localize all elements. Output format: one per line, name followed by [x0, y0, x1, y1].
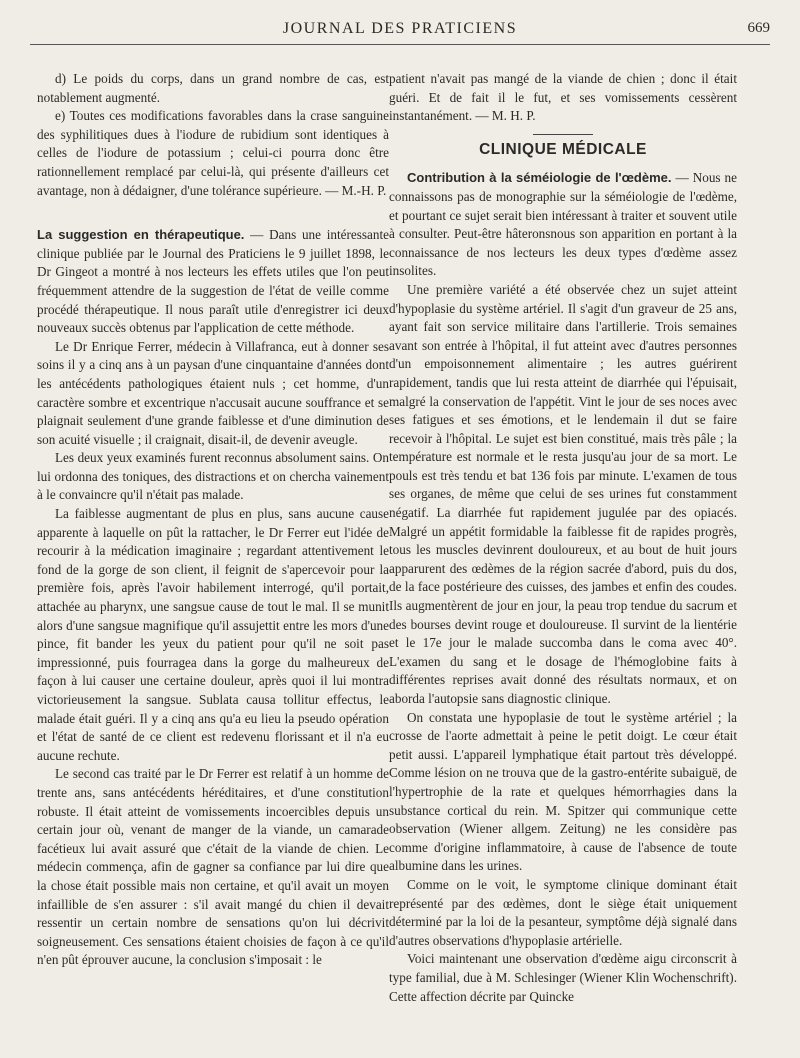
- paragraph: Les deux yeux examinés furent reconnus absolument sains. On lui ordonna des toniques, des distractions et on chercha vainement à le convaincre qu'il n'était pas malade.: [37, 450, 389, 503]
- journal-title: JOURNAL DES PRATICIENS: [282, 20, 518, 37]
- article-suggestion-text: — Dans une intéressante clinique publiée par le Journal des Praticiens le 9 juillet 1898, le Dr Gingeot a montré à nos lecteurs les effets utiles que l'on peut fréquemment attendre de la suggestion de l'état de veille comme procédé thérapeutique. Il nous paraît utile d'enregistrer ici deux nouveaux succès obtenus par l'application de cette méthode.: [37, 227, 389, 336]
- page-header: [30, 18, 770, 45]
- paragraph-continuation: patient n'avait pas mangé de la viande de chien ; donc il était guéri. Et de fait il le fut, et ses vomissements cessèrent instantanément. — M. H. P.: [389, 71, 737, 124]
- page-number: 669: [747, 20, 770, 36]
- paragraph: Voici maintenant une observation d'œdème aigu circonscrit à type familial, due à M. Schlesinger (Wiener Klin Wochenschrift). Cette affection décrite par Quincke: [389, 951, 737, 1004]
- paragraph: La faiblesse augmentant de plus en plus, sans aucune cause apparente à laquelle on pût la rattacher, le Dr Ferrer eut l'idée de recourir à la médication imaginaire ; regardant attentivement le fond de la gorge de son client, il feignit de s'apercevoir pour la première fois, après l'avoir habilement interrogé, qu'il portait, attachée au pharynx, une sangsue cause de tout le mal. Il se munit alors d'une sangsue magnifique qu'il assujettit entre les mors d'une pince, fit bander les yeux du patient pour qu'il ne soit pas impressionné, puis fourragea dans la gorge du malheureux de façon à lui causer une certaine douleur, après quoi il lui montra victorieusement la sangsue. Sublata causa tollitur effectus, le malade était guéri. Il y a cinq ans qu'a eu lieu la pseudo opération et l'état de santé de ce client est redevenu florissant et il n'a eu aucune rechute.: [37, 506, 389, 763]
- left-column: [37, 70, 389, 970]
- article-oedeme-text: — Nous ne connaissons pas de monographie sur la séméiologie de l'œdème, et pourtant ce sujet serait bien intéressant à traiter et souvent utile à consulter. Peut-être hâteronsnous son apparition en portant à la connaissance de nos lecteurs les deux types d'œdème assez insolites.: [389, 170, 737, 279]
- article-title-oedeme: Contribution à la séméiologie de l'œdème.: [407, 170, 672, 186]
- paragraph: Comme on le voit, le symptome clinique dominant était représenté par des œdèmes, dont le siège était uniquement déterminé par la loi de la pesanteur, symptôme déjà signalé dans d'autres observations d'hypoplasie artérielle.: [389, 876, 737, 948]
- paragraph-item-d: d) Le poids du corps, dans un grand nombre de cas, est notablement augmenté.: [37, 71, 389, 105]
- right-column: [389, 70, 737, 1006]
- section-title: CLINIQUE MÉDICALE: [479, 140, 647, 158]
- paragraph-item-e: e) Toutes ces modifications favorables dans la crase sanguine des syphilitiques dues à l'iodure de rubidium sont identiques à celles de l'iodure de potassium ; celui-ci pourra donc être rationnellement remplacé par celui-là, qui présente d'ailleurs cet avantage, non à dédaigner, d'une tolérance supérieure. — M.-H. P.: [37, 108, 389, 198]
- paragraph: Le second cas traité par le Dr Ferrer est relatif à un homme de trente ans, sans antécédents héréditaires, et d'une constitution robuste. Il était atteint de vomissements incoercibles depuis un certain jour où, venant de manger de la viande, un camarade facétieux lui avait assuré que c'était de la viande de chien. Le médecin commença, afin de gagner sa confiance par lui dire que la chose était possible mais non certaine, et qu'il avait un moyen infaillible de s'en assurer : s'il avait mangé du chien il devait ressentir un certain nombre de sensations qu'on lui décrivit soigneusement. Ces sensations étaient choisies de façon à ce qu'il n'en pût éprouver aucune, la conclusion s'imposait : le: [37, 766, 389, 968]
- article-title-suggestion: La suggestion en thérapeutique.: [37, 227, 245, 243]
- spacer: [37, 200, 389, 226]
- section-divider: [533, 134, 593, 135]
- article-suggestion-intro: [37, 226, 389, 338]
- paragraph: On constata une hypoplasie de tout le système artériel ; la crosse de l'aorte admettait à peine le petit doigt. Le cœur était petit aussi. L'appareil lymphatique était partout très développé. Comme lésion on ne trouva que de la gastro-entérite subaiguë, de l'hypertrophie de la rate et quelques hémorrhagies dans la substance cortical du rein. M. Spitzer qui communique cette observation (Wiener allgem. Zeitung) ne les considère pas comme d'origine inflammatoire, à cause de l'absence de toute albumine dans les urines.: [389, 709, 737, 874]
- paragraph: Une première variété a été observée chez un sujet atteint d'hypoplasie du système artériel. Il s'agit d'un graveur de 25 ans, ayant fait son service militaire dans l'artillerie. Trois semaines avant son entrée à l'hôpital, il fut atteint avec d'autres personnes d'un empoisonnement alimentaire ; les autres guérirent rapidement, tandis que lui resta atteint de diarrhée qui l'épuisait, malgré la conservation de l'appétit. Vint le jour de ses noces avec ses fatigues et ses émotions, et le lendemain il dut se faire recevoir à l'hôpital. Le sujet est bien constitué, mais très pâle ; la température est normale et le resta jusqu'au jour de sa mort. Le pouls est très tendu et bat 136 fois par minute. L'examen de tous ses organes, de même que celui de ses urines fut constamment négatif. La diarrhée fut rapidement jugulée par des opiacés. Malgré un appétit formidable la faiblesse fit de rapides progrès, tous les muscles devinrent douloureux, et au bout de huit jours apparurent des œdèmes de la région sacrée d'abord, puis du dos, de la face postérieure des cuisses, des jambes et enfin des coudes. Ils augmentèrent de jour en jour, la peau trop tendue du sacrum et des bourses devint rouge et douloureuse. Il survint de la lientérie et le 17e jour le malade succomba dans le coma avec 40°. L'examen du sang et le dosage de l'hémoglobine faits à différentes reprises avait donné des résultats normaux, et on aborda l'autopsie sans diagnostic clinique.: [389, 281, 737, 706]
- paragraph: Le Dr Enrique Ferrer, médecin à Villafranca, eut à donner ses soins il y a cinq ans à un paysan d'une cinquantaine d'années dont les antécédents pathologiques étaient nuls ; cet homme, d'un caractère sombre et excentrique n'accusait aucune souffrance et se plaignait seulement d'une grande faiblesse et d'une diminution de son acuité visuelle ; il craignait, disait-il, de devenir aveugle.: [37, 338, 389, 447]
- article-oedeme-intro: [389, 169, 737, 281]
